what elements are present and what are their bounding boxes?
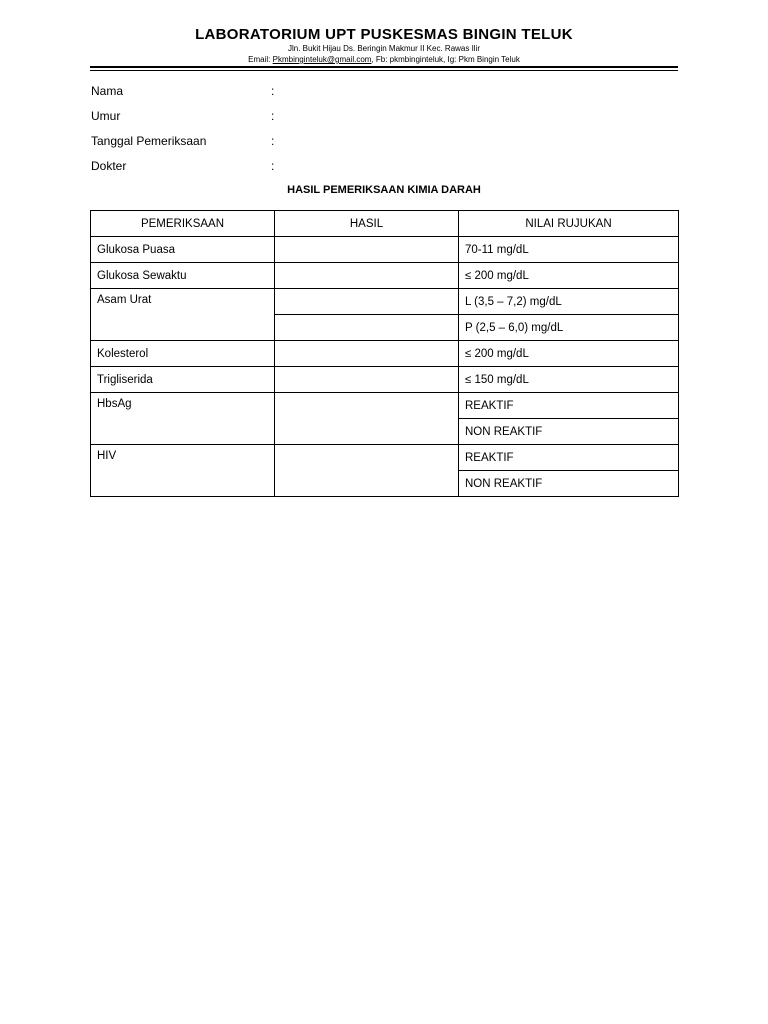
table-row bbox=[91, 263, 679, 289]
reference-value: ≤ 200 mg/dL bbox=[459, 263, 679, 289]
field-nama bbox=[91, 84, 391, 102]
email-link[interactable]: Pkmbinginteluk@gmail.com bbox=[272, 55, 372, 64]
table-row bbox=[91, 289, 679, 315]
table-row bbox=[91, 393, 679, 419]
field-dokter bbox=[91, 159, 391, 177]
test-name: HbsAg bbox=[91, 393, 275, 445]
field-umur bbox=[91, 109, 391, 127]
result-cell[interactable] bbox=[275, 367, 459, 393]
field-label: Tanggal Pemeriksaan bbox=[91, 134, 207, 148]
test-name: Glukosa Sewaktu bbox=[91, 263, 275, 289]
reference-value: NON REAKTIF bbox=[459, 471, 679, 497]
reference-value: REAKTIF bbox=[459, 445, 679, 471]
reference-value: ≤ 200 mg/dL bbox=[459, 341, 679, 367]
reference-value: NON REAKTIF bbox=[459, 419, 679, 445]
field-label: Dokter bbox=[91, 159, 127, 173]
results-table bbox=[90, 210, 679, 497]
test-name: Trigliserida bbox=[91, 367, 275, 393]
result-cell[interactable] bbox=[275, 445, 459, 497]
header-rule-thick bbox=[90, 66, 678, 68]
table-header-row bbox=[91, 211, 679, 237]
reference-value: REAKTIF bbox=[459, 393, 679, 419]
reference-value: L (3,5 – 7,2) mg/dL bbox=[459, 289, 679, 315]
reference-value: P (2,5 – 6,0) mg/dL bbox=[459, 315, 679, 341]
social-handles: , Fb: pkmbinginteluk, Ig: Pkm Bingin Teluk bbox=[371, 55, 520, 64]
header-contact bbox=[0, 55, 768, 64]
column-header-pemeriksaan: PEMERIKSAAN bbox=[91, 211, 275, 237]
field-label: Nama bbox=[91, 84, 124, 98]
test-name: HIV bbox=[91, 445, 275, 497]
field-colon: : bbox=[271, 159, 275, 173]
email-prefix: Email: bbox=[248, 55, 273, 64]
table-row bbox=[91, 237, 679, 263]
field-colon: : bbox=[271, 84, 275, 98]
test-name: Glukosa Puasa bbox=[91, 237, 275, 263]
section-title: HASIL PEMERIKSAAN KIMIA DARAH bbox=[287, 184, 481, 196]
result-cell[interactable] bbox=[275, 289, 459, 315]
column-header-hasil: HASIL bbox=[275, 211, 459, 237]
field-tanggal-pemeriksaan bbox=[91, 134, 391, 152]
header-rule-thin bbox=[90, 70, 678, 71]
test-name: Asam Urat bbox=[91, 289, 275, 341]
field-colon: : bbox=[271, 134, 275, 148]
result-cell[interactable] bbox=[275, 393, 459, 445]
table-row bbox=[91, 367, 679, 393]
table-row bbox=[91, 341, 679, 367]
reference-value: ≤ 150 mg/dL bbox=[459, 367, 679, 393]
test-name: Kolesterol bbox=[91, 341, 275, 367]
field-label: Umur bbox=[91, 109, 121, 123]
result-cell[interactable] bbox=[275, 341, 459, 367]
field-colon: : bbox=[271, 109, 275, 123]
result-cell[interactable] bbox=[275, 315, 459, 341]
reference-value: 70-11 mg/dL bbox=[459, 237, 679, 263]
header-title: LABORATORIUM UPT PUSKESMAS BINGIN TELUK bbox=[195, 26, 573, 43]
header-address: Jln. Bukit Hijau Ds. Beringin Makmur II Kec. Rawas Ilir bbox=[287, 44, 481, 53]
result-cell[interactable] bbox=[275, 263, 459, 289]
result-cell[interactable] bbox=[275, 237, 459, 263]
table-row bbox=[91, 445, 679, 471]
column-header-nilai-rujukan: NILAI RUJUKAN bbox=[459, 211, 679, 237]
